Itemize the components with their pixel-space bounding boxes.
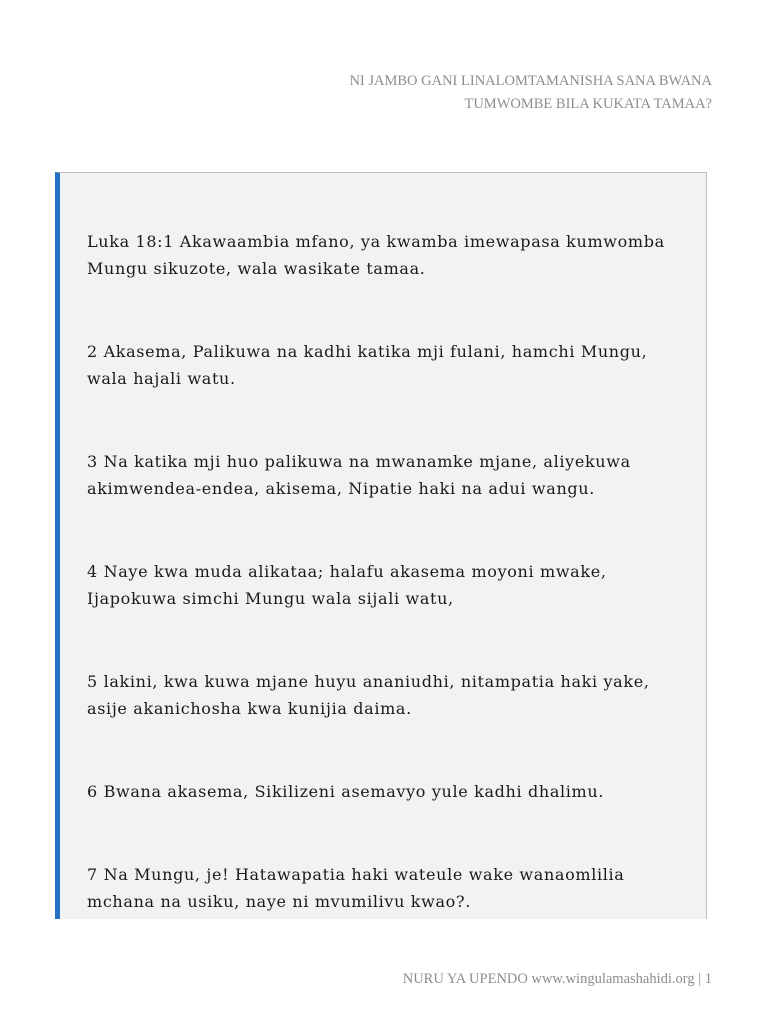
verse-7-line-2: mchana na usiku, naye ni mvumilivu kwao?. [87, 892, 471, 911]
scripture-quote-box [55, 172, 707, 919]
verse-6 [87, 778, 707, 805]
verse-6-line-1: 6 Bwana akasema, Sikilizeni asemavyo yule kadhi dhalimu. [87, 782, 605, 801]
verse-1 [87, 228, 707, 282]
verse-4-line-2: Ijapokuwa simchi Mungu wala sijali watu, [87, 589, 454, 608]
verse-3-line-1: 3 Na katika mji huo palikuwa na mwanamke mjane, aliyekuwa [87, 452, 631, 471]
verse-7 [87, 861, 707, 915]
page-header-line-1: NI JAMBO GANI LINALOMTAMANISHA SANA BWANA [349, 73, 712, 89]
verse-5 [87, 668, 707, 722]
verse-7-line-1: 7 Na Mungu, je! Hatawapatia haki wateule wake wanaomlilia [87, 865, 625, 884]
verse-1-line-1: Luka 18:1 Akawaambia mfano, ya kwamba imewapasa kumwomba [87, 232, 665, 251]
page-header [112, 70, 712, 116]
verse-2-line-2: wala hajali watu. [87, 369, 236, 388]
verse-2 [87, 338, 707, 392]
verse-4 [87, 558, 707, 612]
page-footer: NURU YA UPENDO www.wingulamashahidi.org | 1 [402, 971, 712, 987]
page-header-line-2: TUMWOMBE BILA KUKATA TAMAA? [464, 96, 712, 112]
verse-3-line-2: akimwendea-endea, akisema, Nipatie haki na adui wangu. [87, 479, 595, 498]
verse-1-line-2: Mungu sikuzote, wala wasikate tamaa. [87, 259, 426, 278]
verse-2-line-1: 2 Akasema, Palikuwa na kadhi katika mji fulani, hamchi Mungu, [87, 342, 648, 361]
verse-5-line-1: 5 lakini, kwa kuwa mjane huyu ananiudhi, nitampatia haki yake, [87, 672, 650, 691]
verse-3 [87, 448, 707, 502]
verse-4-line-1: 4 Naye kwa muda alikataa; halafu akasema moyoni mwake, [87, 562, 607, 581]
verse-5-line-2: asije akanichosha kwa kunijia daima. [87, 699, 412, 718]
